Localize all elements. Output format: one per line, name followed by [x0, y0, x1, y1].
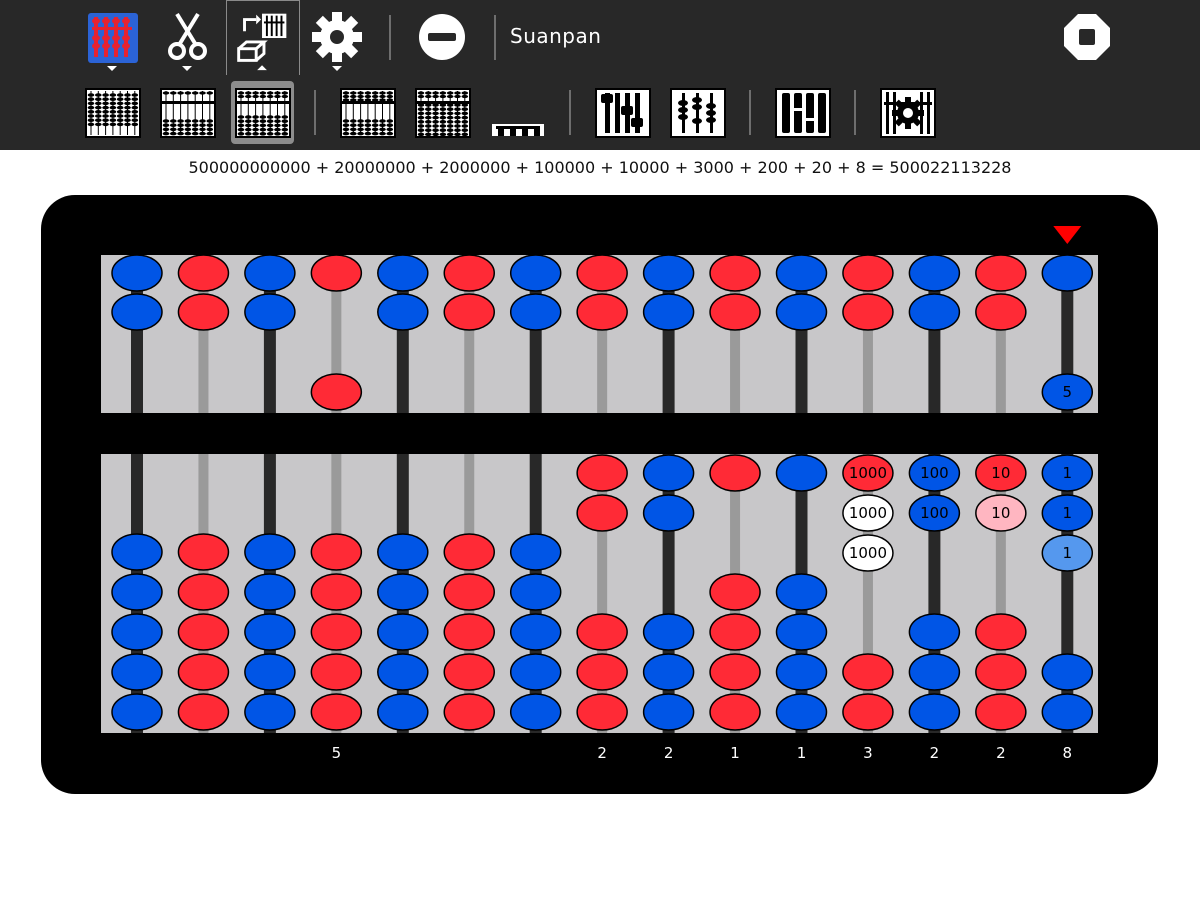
stop-button[interactable] — [1050, 0, 1125, 75]
reset-button[interactable] — [405, 0, 480, 75]
bead-value-label: 1 — [1062, 464, 1073, 482]
main-toolbar — [0, 0, 1200, 75]
lower-bead[interactable] — [444, 534, 494, 570]
settings-button[interactable] — [300, 0, 375, 75]
lower-bead[interactable] — [378, 654, 428, 690]
bead-value-label: 10 — [991, 464, 1011, 482]
lower-bead[interactable] — [511, 654, 561, 690]
upper-bead[interactable] — [577, 255, 627, 291]
upper-bead[interactable] — [644, 255, 694, 291]
lower-bead[interactable] — [577, 654, 627, 690]
lower-bead[interactable] — [311, 654, 361, 690]
activity-title[interactable]: Suanpan — [510, 24, 602, 48]
binary-abacus-button[interactable] — [585, 75, 660, 150]
upper-bead[interactable] — [311, 255, 361, 291]
lower-bead[interactable] — [112, 534, 162, 570]
lower-bead[interactable] — [577, 694, 627, 730]
upper-bead[interactable] — [511, 255, 561, 291]
upper-bead[interactable] — [245, 294, 295, 330]
toolbar-separator — [854, 90, 856, 135]
soroban-button[interactable] — [150, 75, 225, 150]
lower-bead[interactable] — [710, 614, 760, 650]
abacus-type-toolbar — [0, 75, 1200, 150]
lower-bead[interactable] — [909, 654, 959, 690]
decimal-abacus-button[interactable] — [75, 75, 150, 150]
bead-value-label: 1000 — [848, 544, 888, 562]
custom-abacus-toolbar-button[interactable] — [226, 0, 300, 76]
lower-bead[interactable] — [178, 654, 228, 690]
lower-bead[interactable] — [311, 694, 361, 730]
lower-bead[interactable] — [843, 495, 893, 531]
custom-abacus-icon — [227, 1, 299, 76]
upper-bead[interactable] — [777, 294, 827, 330]
lower-bead[interactable] — [777, 694, 827, 730]
upper-bead[interactable] — [1042, 255, 1092, 291]
column-digit-label: 2 — [597, 744, 607, 762]
column-digit-label: 1 — [796, 744, 807, 762]
schety-icon — [415, 88, 471, 138]
upper-bead[interactable] — [577, 294, 627, 330]
lower-bead[interactable] — [112, 694, 162, 730]
lower-bead[interactable] — [1042, 455, 1092, 491]
lower-bead[interactable] — [378, 534, 428, 570]
lower-bead[interactable] — [311, 534, 361, 570]
lower-bead[interactable] — [843, 535, 893, 571]
edit-button[interactable] — [150, 0, 225, 75]
cuisenaire-button[interactable] — [480, 75, 555, 150]
lower-bead[interactable] — [843, 654, 893, 690]
toolbar-separator — [389, 15, 391, 60]
bead-value-label: 1 — [1062, 544, 1073, 562]
lower-bead[interactable] — [909, 614, 959, 650]
lower-bead[interactable] — [777, 614, 827, 650]
lower-bead[interactable] — [311, 614, 361, 650]
fraction-abacus-icon — [775, 88, 831, 138]
lower-bead[interactable] — [577, 495, 627, 531]
bead-value-label: 100 — [920, 464, 949, 482]
lower-bead[interactable] — [1042, 535, 1092, 571]
upper-bead[interactable] — [112, 294, 162, 330]
activity-button[interactable] — [75, 0, 150, 75]
upper-bead[interactable] — [378, 294, 428, 330]
russian-abacus-button[interactable] — [405, 75, 480, 150]
upper-bead[interactable] — [710, 294, 760, 330]
abacus — [41, 195, 1158, 794]
abacus-activity-icon — [75, 0, 150, 75]
lower-bead[interactable] — [644, 495, 694, 531]
lower-bead[interactable] — [511, 534, 561, 570]
lower-bead[interactable] — [909, 455, 959, 491]
suanpan-button[interactable] — [231, 81, 294, 144]
lower-bead[interactable] — [444, 574, 494, 610]
toolbar-separator — [494, 15, 496, 60]
lower-bead[interactable] — [843, 694, 893, 730]
binary-abacus-icon — [595, 88, 651, 138]
lower-bead[interactable] — [245, 614, 295, 650]
upper-bead[interactable] — [378, 255, 428, 291]
custom-abacus-gear-icon — [880, 88, 936, 138]
nepohualtzintzin-button[interactable] — [330, 75, 405, 150]
lower-bead[interactable] — [1042, 495, 1092, 531]
upper-bead[interactable] — [710, 255, 760, 291]
lower-bead[interactable] — [644, 654, 694, 690]
lower-bead[interactable] — [1042, 654, 1092, 690]
column-digit-label: 2 — [929, 744, 940, 762]
column-digit-label: 2 — [663, 744, 674, 762]
lower-bead[interactable] — [710, 694, 760, 730]
stop-icon — [1050, 0, 1125, 75]
lower-bead[interactable] — [245, 654, 295, 690]
upper-bead[interactable] — [976, 255, 1026, 291]
lower-bead[interactable] — [178, 534, 228, 570]
unit-marker-icon[interactable] — [1053, 226, 1081, 244]
upper-bead[interactable] — [976, 294, 1026, 330]
bead-value-label: 1000 — [848, 464, 888, 482]
minus-circle-icon — [405, 0, 480, 75]
hexadecimal-abacus-button[interactable] — [660, 75, 735, 150]
lower-bead[interactable] — [644, 614, 694, 650]
lower-bead[interactable] — [1042, 694, 1092, 730]
lower-bead[interactable] — [378, 574, 428, 610]
column-digit-label: 3 — [863, 744, 873, 762]
decimal-abacus-icon — [85, 88, 141, 138]
lower-bead[interactable] — [976, 455, 1026, 491]
lower-bead[interactable] — [444, 614, 494, 650]
lower-bead[interactable] — [976, 614, 1026, 650]
upper-bead[interactable] — [644, 294, 694, 330]
upper-bead[interactable] — [245, 255, 295, 291]
upper-bead[interactable] — [909, 294, 959, 330]
lower-bead[interactable] — [644, 694, 694, 730]
upper-bead[interactable] — [909, 255, 959, 291]
lower-bead[interactable] — [710, 574, 760, 610]
lower-bead[interactable] — [245, 694, 295, 730]
upper-bead[interactable] — [511, 294, 561, 330]
lower-bead[interactable] — [777, 654, 827, 690]
lower-bead[interactable] — [112, 614, 162, 650]
column-digit-label: 1 — [730, 744, 740, 762]
lower-bead[interactable] — [178, 614, 228, 650]
lower-bead[interactable] — [178, 574, 228, 610]
lower-bead[interactable] — [245, 574, 295, 610]
suanpan-icon — [235, 88, 291, 138]
custom-abacus-settings-button[interactable] — [870, 75, 945, 150]
toolbar-separator — [569, 90, 571, 135]
lower-bead[interactable] — [511, 614, 561, 650]
lower-bead[interactable] — [112, 574, 162, 610]
toolbar-separator — [314, 90, 316, 135]
upper-bead[interactable] — [178, 294, 228, 330]
abacus-frame — [41, 195, 1158, 794]
lower-bead[interactable] — [777, 455, 827, 491]
lower-bead[interactable] — [976, 495, 1026, 531]
column-digit-label: 8 — [1062, 744, 1073, 762]
scissors-icon — [150, 0, 225, 75]
lower-bead[interactable] — [710, 654, 760, 690]
lower-bead[interactable] — [178, 694, 228, 730]
bead-value-label: 1000 — [848, 504, 888, 522]
lower-bead[interactable] — [577, 455, 627, 491]
lower-bead[interactable] — [710, 455, 760, 491]
upper-bead[interactable] — [843, 294, 893, 330]
nepohualtzintzin-icon — [340, 88, 396, 138]
lower-bead[interactable] — [311, 574, 361, 610]
lower-bead[interactable] — [112, 654, 162, 690]
lower-bead[interactable] — [511, 574, 561, 610]
lower-bead[interactable] — [378, 694, 428, 730]
value-equation: 500000000000 + 20000000 + 2000000 + 100000 + 10000 + 3000 + 200 + 20 + 8 = 500022113228 — [188, 158, 1012, 177]
upper-bead[interactable] — [311, 374, 361, 410]
upper-bead[interactable] — [444, 255, 494, 291]
lower-bead[interactable] — [444, 694, 494, 730]
bead-value-label: 5 — [1062, 383, 1073, 401]
lower-bead[interactable] — [245, 534, 295, 570]
lower-bead[interactable] — [909, 694, 959, 730]
cuisenaire-rods-icon — [488, 88, 548, 138]
bead-value-label: 1 — [1062, 504, 1073, 522]
lower-bead[interactable] — [777, 574, 827, 610]
upper-bead[interactable] — [112, 255, 162, 291]
soroban-icon — [160, 88, 216, 138]
upper-bead[interactable] — [444, 294, 494, 330]
lower-bead[interactable] — [909, 495, 959, 531]
lower-bead[interactable] — [843, 455, 893, 491]
bead-value-label: 10 — [991, 504, 1011, 522]
column-digit-label: 5 — [331, 744, 342, 762]
bead-value-label: 100 — [920, 504, 949, 522]
column-digit-label: 2 — [996, 744, 1006, 762]
toolbar-separator — [749, 90, 751, 135]
lower-bead[interactable] — [976, 694, 1026, 730]
lower-bead[interactable] — [444, 654, 494, 690]
fraction-abacus-button[interactable] — [765, 75, 840, 150]
upper-bead[interactable] — [843, 255, 893, 291]
lower-bead[interactable] — [378, 614, 428, 650]
gear-icon — [300, 0, 375, 75]
upper-bead[interactable] — [1042, 374, 1092, 410]
upper-bead[interactable] — [178, 255, 228, 291]
upper-bead[interactable] — [777, 255, 827, 291]
hexadecimal-abacus-icon — [670, 88, 726, 138]
lower-bead[interactable] — [511, 694, 561, 730]
lower-bead[interactable] — [577, 614, 627, 650]
lower-bead[interactable] — [644, 455, 694, 491]
lower-bead[interactable] — [976, 654, 1026, 690]
